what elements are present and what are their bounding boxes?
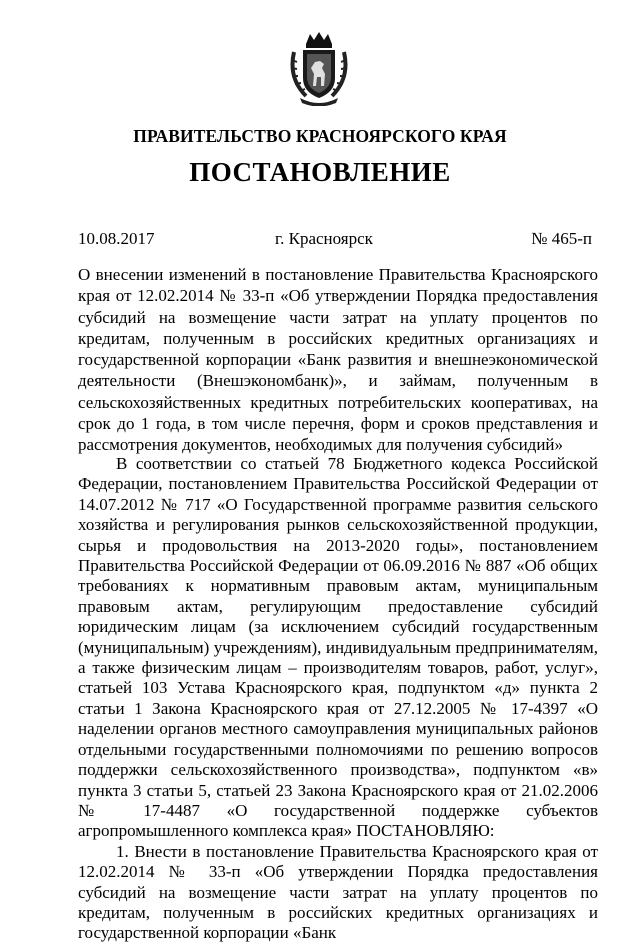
item-1-paragraph: 1. Внести в постановление Правительства Красноярского края от 12.02.2014 № 33-п «Об утверждении Порядка предоставления субсидий на возмещение части затрат на уплату процентов по кредитам, полученным в российских кредитных организациях и государственной корпорации «Банк bbox=[78, 841, 598, 943]
preamble-paragraph: В соответствии со статьей 78 Бюджетного кодекса Российской Федерации, постановлением Правительства Российской Федерации от 14.07.2012 № 717 «О Государственной программе развития сельского хозяйства и регулирования рынков сельскохозяйственной продукции, сырья и продовольствия на 2013-2020 годы», постановлением Правительства Российской Федерации от 06.09.2016 № 887 «Об общих требованиях к нормативным правовым актам, муниципальным правовым актам, регулирующим предоставление субсидий юридическим лицам (за исключением субсидий государственным (муниципальным) учреждениям), индивидуальным предпринимателям, а также физическим лицам – производителям товаров, работ, услуг», статьей 103 Устава Красноярского края, подпунктом «д» пункта 2 статьи 1 Закона Красноярского края от 27.12.2005 № 17-4397 «О наделении органов местного самоуправления муниципальных районов отдельными государственными полномочиями по решению вопросов поддержки сельскохозяйственного производства», подпунктом «в» пункта 3 статьи 5, статьей 23 Закона Красноярского края от 21.02.2006 № 17-4487 «О государственной поддержке субъектов агропромышленного комплекса края» ПОСТАНОВЛЯЮ: bbox=[78, 454, 598, 841]
document-subject: О внесении изменений в постановление Правительства Красноярского края от 12.02.2014 № 33-п «Об утверждении Порядка предоставления субсидий на возмещение части затрат на уплату процентов по кредитам, полученным в российских кредитных организациях и государственной корпорации «Банк развития и внешнеэкономической деятельности (Внешэкономбанк)», и займам, полученным в сельскохозяйственных кредитных потребительских кооперативах, на срок до 1 года, в том числе перечня, форм и сроков представления и рассмотрения документов, необходимых для получения субсидий» bbox=[78, 265, 598, 455]
document-body bbox=[78, 454, 598, 944]
document-number: № 465-п bbox=[531, 229, 592, 248]
organization-name: ПРАВИТЕЛЬСТВО КРАСНОЯРСКОГО КРАЯ bbox=[133, 126, 507, 146]
document-city: г. Красноярск bbox=[275, 229, 373, 248]
document-type-title: ПОСТАНОВЛЕНИЕ bbox=[189, 157, 451, 187]
coat-of-arms-icon bbox=[286, 30, 352, 106]
document-date: 10.08.2017 bbox=[78, 229, 155, 248]
